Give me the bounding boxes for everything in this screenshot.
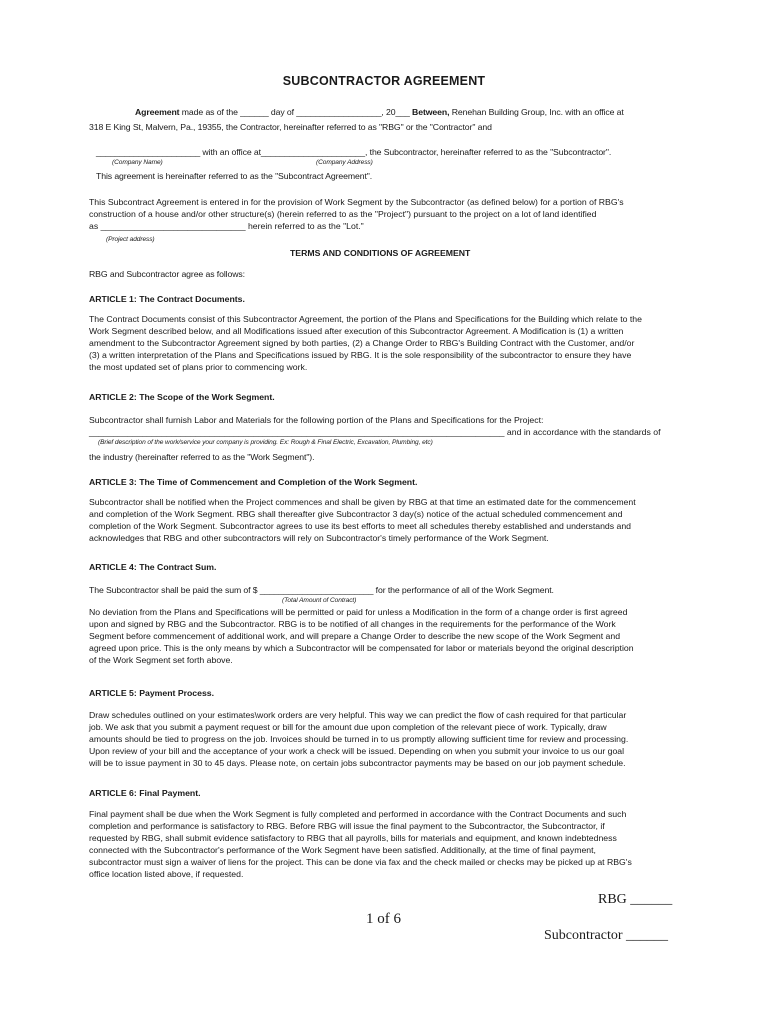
article-6-line: Final payment shall be due when the Work Segment is fully completed and performed in accordance with the Contract Documents and such (89, 809, 627, 819)
article-6-line: requested by RBG, shall submit evidence satisfactory to RBG that all payrolls, bills for materials and equipment, and known indebtedness (89, 833, 617, 843)
article-2-heading: ARTICLE 2: The Scope of the Work Segment. (89, 392, 275, 402)
document-title: SUBCONTRACTOR AGREEMENT (282, 74, 486, 88)
article-5-line: job. We ask that you submit a payment request or bill for the amount due upon completion of the relevant piece of work. Typically, draw (89, 722, 607, 732)
article-4-body (89, 606, 687, 666)
article-1-line: the most updated set of plans prior to commencing work. (89, 362, 308, 372)
article-1-body (89, 313, 687, 373)
intro-paragraph (89, 196, 687, 232)
preamble-line-4: This agreement is hereinafter referred to as the "Subcontract Agreement". (96, 171, 373, 181)
article-6-line: completion and performance is satisfactory to RBG. Before RBG will issue the final payment to the Subcontractor, the Subcontractor, if (89, 821, 605, 831)
article-3-body (89, 496, 687, 544)
caption-work-description: (Brief description of the work/service your company is providing. Ex: Rough & Final Electric, Excavation, Plumbing, etc) (98, 439, 433, 446)
intro-line: This Subcontract Agreement is entered in for the provision of Work Segment by the Subcontractor (as defined below) for a portion of RBG's (89, 197, 624, 207)
article-6-line: subcontractor must sign a waiver of liens for the project. This can be done via fax and the check mailed or checks may be picked up at RBG's (89, 857, 632, 867)
caption-project-address: (Project address) (106, 236, 155, 243)
article-5-heading: ARTICLE 5: Payment Process. (89, 688, 215, 698)
article-5-line: Upon review of your bill and the acceptance of your work a check will be issued. Depending on when you submit your invoice to us our goal (89, 746, 625, 756)
rbg-initials-field: RBG ______ (598, 892, 673, 907)
article-3-line: acknowledges that RBG and other subcontractors will rely on Subcontractor's timely performance of the Work Segment. (89, 533, 549, 543)
article-2-after: the industry (hereinafter referred to as the "Work Segment"). (89, 452, 315, 462)
article-5-line: will be to issue payment in 30 to 45 days. Please note, on certain jobs subcontractor payments may be based on our job payment schedule. (89, 758, 626, 768)
article-1-line: The Contract Documents consist of this Subcontractor Agreement, the portion of the Plans and Specifications for the Building which relate to the (89, 314, 642, 324)
preamble-line-1 (135, 106, 624, 118)
article-4-line: agreed upon price. This is the only means by which a Subcontractor will be compensated for labor or materials beyond the original description (89, 643, 634, 653)
contract-sum-line: The Subcontractor shall be paid the sum of $ ________________________ for the performance of all of the Work Segment. (89, 585, 554, 595)
article-3-line: and completion of the Work Segment. RBG shall thereafter give Subcontractor 3 day(s) notice of the actual scheduled commencement and (89, 509, 623, 519)
article-6-line: connected with the Subcontractor's performance of the Work Segment have been satisfied. Additionally, at the time of final payment, (89, 845, 596, 855)
intro-line: construction of a house and/or other structure(s) (herein referred to as the "Project") pursuant to the project on a lot of land identified (89, 209, 597, 219)
article-1-line: amendment to the Subcontractor Agreement signed by both parties, (2) a Change Order to RBG's Building Contract with the Customer, and/or (89, 338, 635, 348)
article-6-heading: ARTICLE 6: Final Payment. (89, 788, 201, 798)
article-1-heading: ARTICLE 1: The Contract Documents. (89, 294, 245, 304)
agree-line: RBG and Subcontractor agree as follows: (89, 269, 245, 279)
preamble-line-3: ______________________ with an office at______________________, the Subcontractor, hereinafter referred to as the "Subcontractor". (96, 147, 612, 157)
article-1-line: Work Segment described below, and all Modifications issued after execution of this Subcontractor Agreement. A Modification is (1) a written (89, 326, 624, 336)
between-label: Between, (412, 107, 450, 117)
subcontractor-initials-field: Subcontractor ______ (544, 928, 669, 943)
intro-line: as ______________________________ herein referred to as the "Lot." (89, 221, 364, 231)
article-1-line: (3) a written interpretation of the Plans and Specifications issued by RBG. It is the sole responsibility of the subcontractor to ensure they have (89, 350, 632, 360)
caption-company-name: (Company Name) (112, 159, 163, 166)
article-3-line: Subcontractor shall be notified when the Project commences and shall be given by RBG at that time an estimated date for the commencement (89, 497, 636, 507)
article-5-line: amounts should be tied to progress on the job. Invoices should be turned in to us promptly allowing sufficient time for review and processing. (89, 734, 629, 744)
caption-contract-amount: (Total Amount of Contract) (282, 597, 357, 604)
preamble-line-1b: Renehan Building Group, Inc. with an office at (449, 107, 624, 117)
article-6-body (89, 808, 687, 880)
agreement-label: Agreement (135, 107, 180, 117)
caption-company-address: (Company Address) (316, 159, 373, 166)
article-4-line: upon and signed by RBG and the Subcontractor. RBG is to be notified of all changes in the requirements for the performance of the Work (89, 619, 616, 629)
page-number: 1 of 6 (366, 911, 401, 927)
article-2-line: Subcontractor shall furnish Labor and Materials for the following portion of the Plans and Specifications for the Project: (89, 415, 544, 425)
terms-heading: TERMS AND CONDITIONS OF AGREEMENT (290, 248, 471, 258)
article-5-line: Draw schedules outlined on your estimates\work orders are very helpful. This way we can predict the flow of cash required for that particular (89, 710, 627, 720)
article-5-body (89, 709, 687, 769)
article-3-line: completion of the Work Segment. Subcontractor agrees to use its best efforts to meet all schedules thereby established and understands and (89, 521, 631, 531)
article-3-heading: ARTICLE 3: The Time of Commencement and Completion of the Work Segment. (89, 477, 418, 487)
article-4-line: No deviation from the Plans and Specifications will be permitted or paid for unless a Modification in the form of a change order is first agreed (89, 607, 628, 617)
article-6-line: office location listed above, if requested. (89, 869, 244, 879)
article-2-body (89, 414, 687, 438)
article-2-line: ______________________________________________________________________________________ and in accordance with the standards of (89, 427, 661, 437)
article-4-line: of the Work Segment set forth above. (89, 655, 233, 665)
article-4-heading: ARTICLE 4: The Contract Sum. (89, 562, 217, 572)
article-4-line: Segment before commencement of additional work, and will prepare a Change Order to describe the new scope of the Work Segment and (89, 631, 621, 641)
preamble-line-1a: made as of the ______ day of __________________, 20___ (179, 107, 413, 117)
preamble-line-2: 318 E King St, Malvern, Pa., 19355, the Contractor, hereinafter referred to as "RBG" or the "Contractor" and (89, 122, 492, 132)
